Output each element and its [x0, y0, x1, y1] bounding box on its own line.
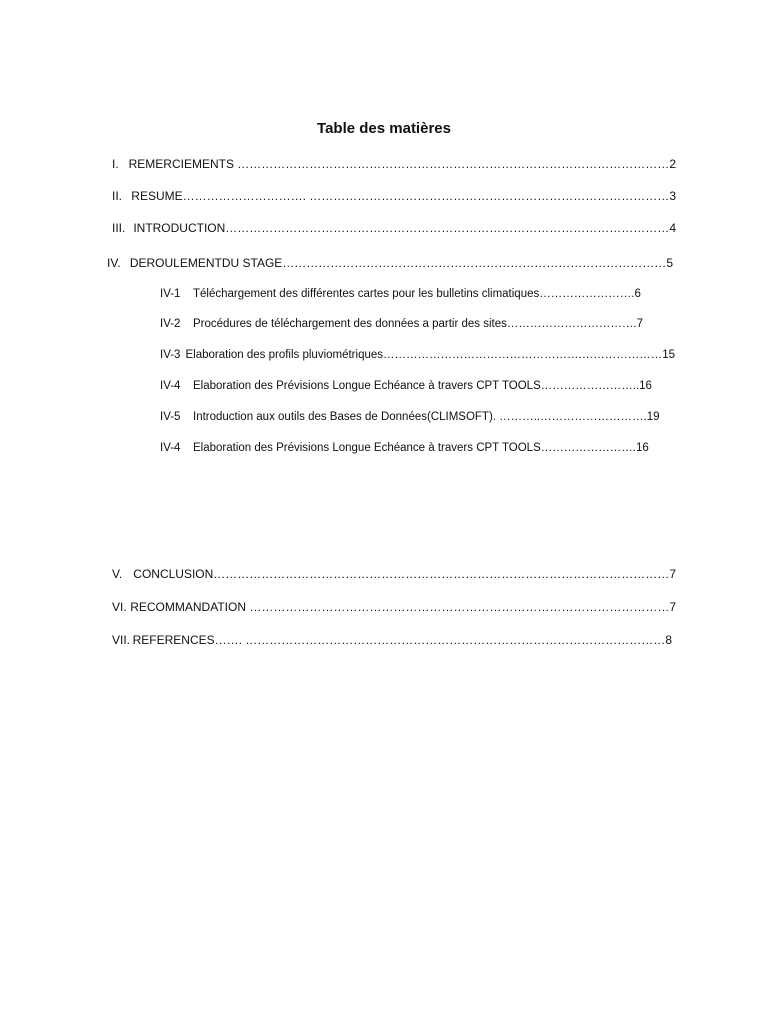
toc-subentry	[160, 409, 675, 425]
toc-subentry-label: Procédures de téléchargement des données a partir des sites…………………………….	[193, 318, 637, 330]
toc-entry-page: 3	[669, 189, 676, 203]
toc-subentry	[160, 286, 675, 302]
toc-entry-resume	[112, 188, 676, 204]
toc-entry-label: CONCLUSION……………………………………………………………………………………………………	[133, 567, 670, 581]
toc-subentry-number: IV-3	[160, 349, 181, 361]
toc-subentry	[160, 440, 675, 456]
page-title: Table des matières	[317, 120, 451, 137]
toc-subentry-number: IV-4	[160, 442, 181, 454]
toc-subentry-page: 19	[646, 411, 660, 423]
toc-entry-page: 2	[669, 157, 676, 171]
toc-subentry	[160, 316, 675, 332]
toc-entry-page: 7	[669, 600, 676, 614]
toc-entry-label: DEROULEMENTDU STAGE……………………………………………………………………………………	[129, 256, 667, 270]
toc-subentry-page: 7	[636, 318, 643, 330]
toc-entry-introduction	[112, 220, 676, 236]
toc-subentry-page: 16	[639, 380, 652, 392]
toc-subentry-page: 16	[635, 442, 649, 454]
toc-entry-references	[112, 632, 672, 648]
toc-entry-number: VI.	[112, 600, 127, 614]
toc-entry-label: RECOMMANDATION ……………………………………………………………………………………………	[130, 600, 670, 614]
toc-subentry-label: Elaboration des Prévisions Longue Echéance à travers CPT TOOLS…………………….	[193, 442, 636, 454]
toc-entry-conclusion	[112, 566, 676, 582]
toc-subentry	[160, 347, 675, 363]
toc-subentry	[160, 378, 675, 394]
toc-entry-number: V.	[112, 567, 123, 581]
toc-entry-label: REMERCIEMENTS ………………………………………………………………………………………………	[128, 157, 670, 171]
toc-subentry-label: Elaboration des profils pluviométriques…………………………………………….…………………	[185, 349, 663, 361]
toc-subentry-label: Téléchargement des différentes cartes pour les bulletins climatiques…………………….	[193, 288, 635, 300]
toc-subentry-number: IV-1	[160, 288, 181, 300]
toc-subentry-number: IV-5	[160, 411, 181, 423]
toc-entry-deroulement	[107, 255, 673, 271]
toc-entry-label: RESUME…………………………. ………………………………………………………………………………	[131, 189, 670, 203]
toc-entry-page: 7	[669, 567, 676, 581]
toc-entry-number: I.	[112, 157, 119, 171]
toc-subentry-number: IV-4	[160, 380, 181, 392]
toc-subentry-page: 6	[634, 288, 641, 300]
toc-subentry-number: IV-2	[160, 318, 181, 330]
toc-entry-remerciements	[112, 156, 676, 172]
toc-entry-recommandation	[112, 599, 676, 615]
toc-entry-number: II.	[112, 189, 123, 203]
toc-entry-page: 4	[669, 221, 676, 235]
toc-entry-number: IV.	[107, 256, 121, 270]
toc-entry-number: III.	[112, 221, 126, 235]
toc-entry-page: 5	[666, 256, 673, 270]
toc-subentry-label: Introduction aux outils des Bases de Données(CLIMSOFT). ………..……………………….	[193, 411, 647, 423]
toc-entry-label: REFERENCES……. ……………………………………………………………………………………………	[132, 633, 666, 647]
toc-subentry-page: 15	[662, 349, 675, 361]
toc-entry-number: VII.	[112, 633, 131, 647]
toc-entry-label: INTRODUCTION…………………………………………………………………………………………………	[133, 221, 670, 235]
toc-subentry-label: Elaboration des Prévisions Longue Echéance à travers CPT TOOLS……………………..	[193, 380, 640, 392]
toc-entry-page: 8	[665, 633, 672, 647]
